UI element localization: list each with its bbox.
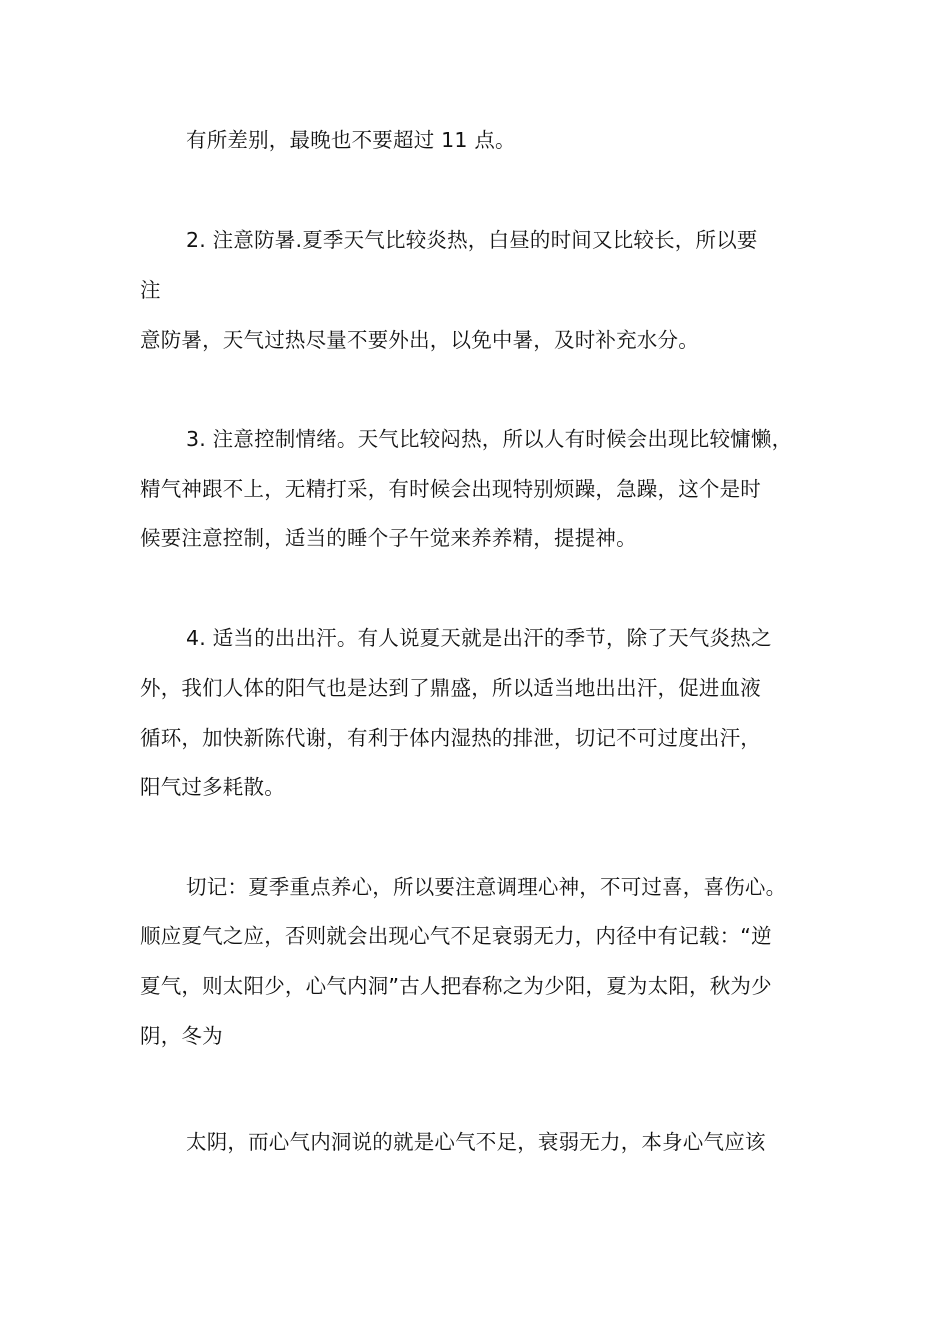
text-line: 精气神跟不上，无精打采，有时候会出现特别烦躁，急躁，这个是时: [140, 477, 761, 501]
text-line: 顺应夏气之应，否则就会出现心气不足衰弱无力，内径中有记载：“逆: [140, 924, 772, 948]
text-line: 阳气过多耗散。: [140, 775, 285, 799]
text-line: 意防暑，天气过热尽量不要外出，以免中暑，及时补充水分。: [140, 328, 699, 352]
text-line: 有所差别，最晚也不要超过 11 点。: [186, 128, 516, 152]
text-line: 切记：夏季重点养心，所以要注意调理心神，不可过喜，喜伤心。: [186, 875, 787, 899]
text-line: 2. 注意防暑.夏季天气比较炎热，白昼的时间又比较长，所以要: [186, 228, 758, 252]
text-line: 太阴，而心气内洞说的就是心气不足，衰弱无力，本身心气应该: [186, 1130, 766, 1154]
text-line: 注: [140, 278, 161, 302]
text-line: 循环，加快新陈代谢，有利于体内湿热的排泄，切记不可过度出汗，: [140, 726, 761, 750]
text-line: 夏气，则太阳少，心气内洞”古人把春称之为少阳，夏为太阳，秋为少: [140, 974, 772, 998]
text-line: 4. 适当的出出汗。有人说夏天就是出汗的季节，除了天气炎热之: [186, 626, 772, 650]
text-line: 阴，冬为: [140, 1024, 223, 1048]
text-line: 候要注意控制，适当的睡个子午觉来养养精，提提神。: [140, 526, 637, 550]
text-line: 外，我们人体的阳气也是达到了鼎盛，所以适当地出出汗，促进血液: [140, 676, 761, 700]
text-line: 3. 注意控制情绪。天气比较闷热，所以人有时候会出现比较慵懒，: [186, 427, 793, 451]
